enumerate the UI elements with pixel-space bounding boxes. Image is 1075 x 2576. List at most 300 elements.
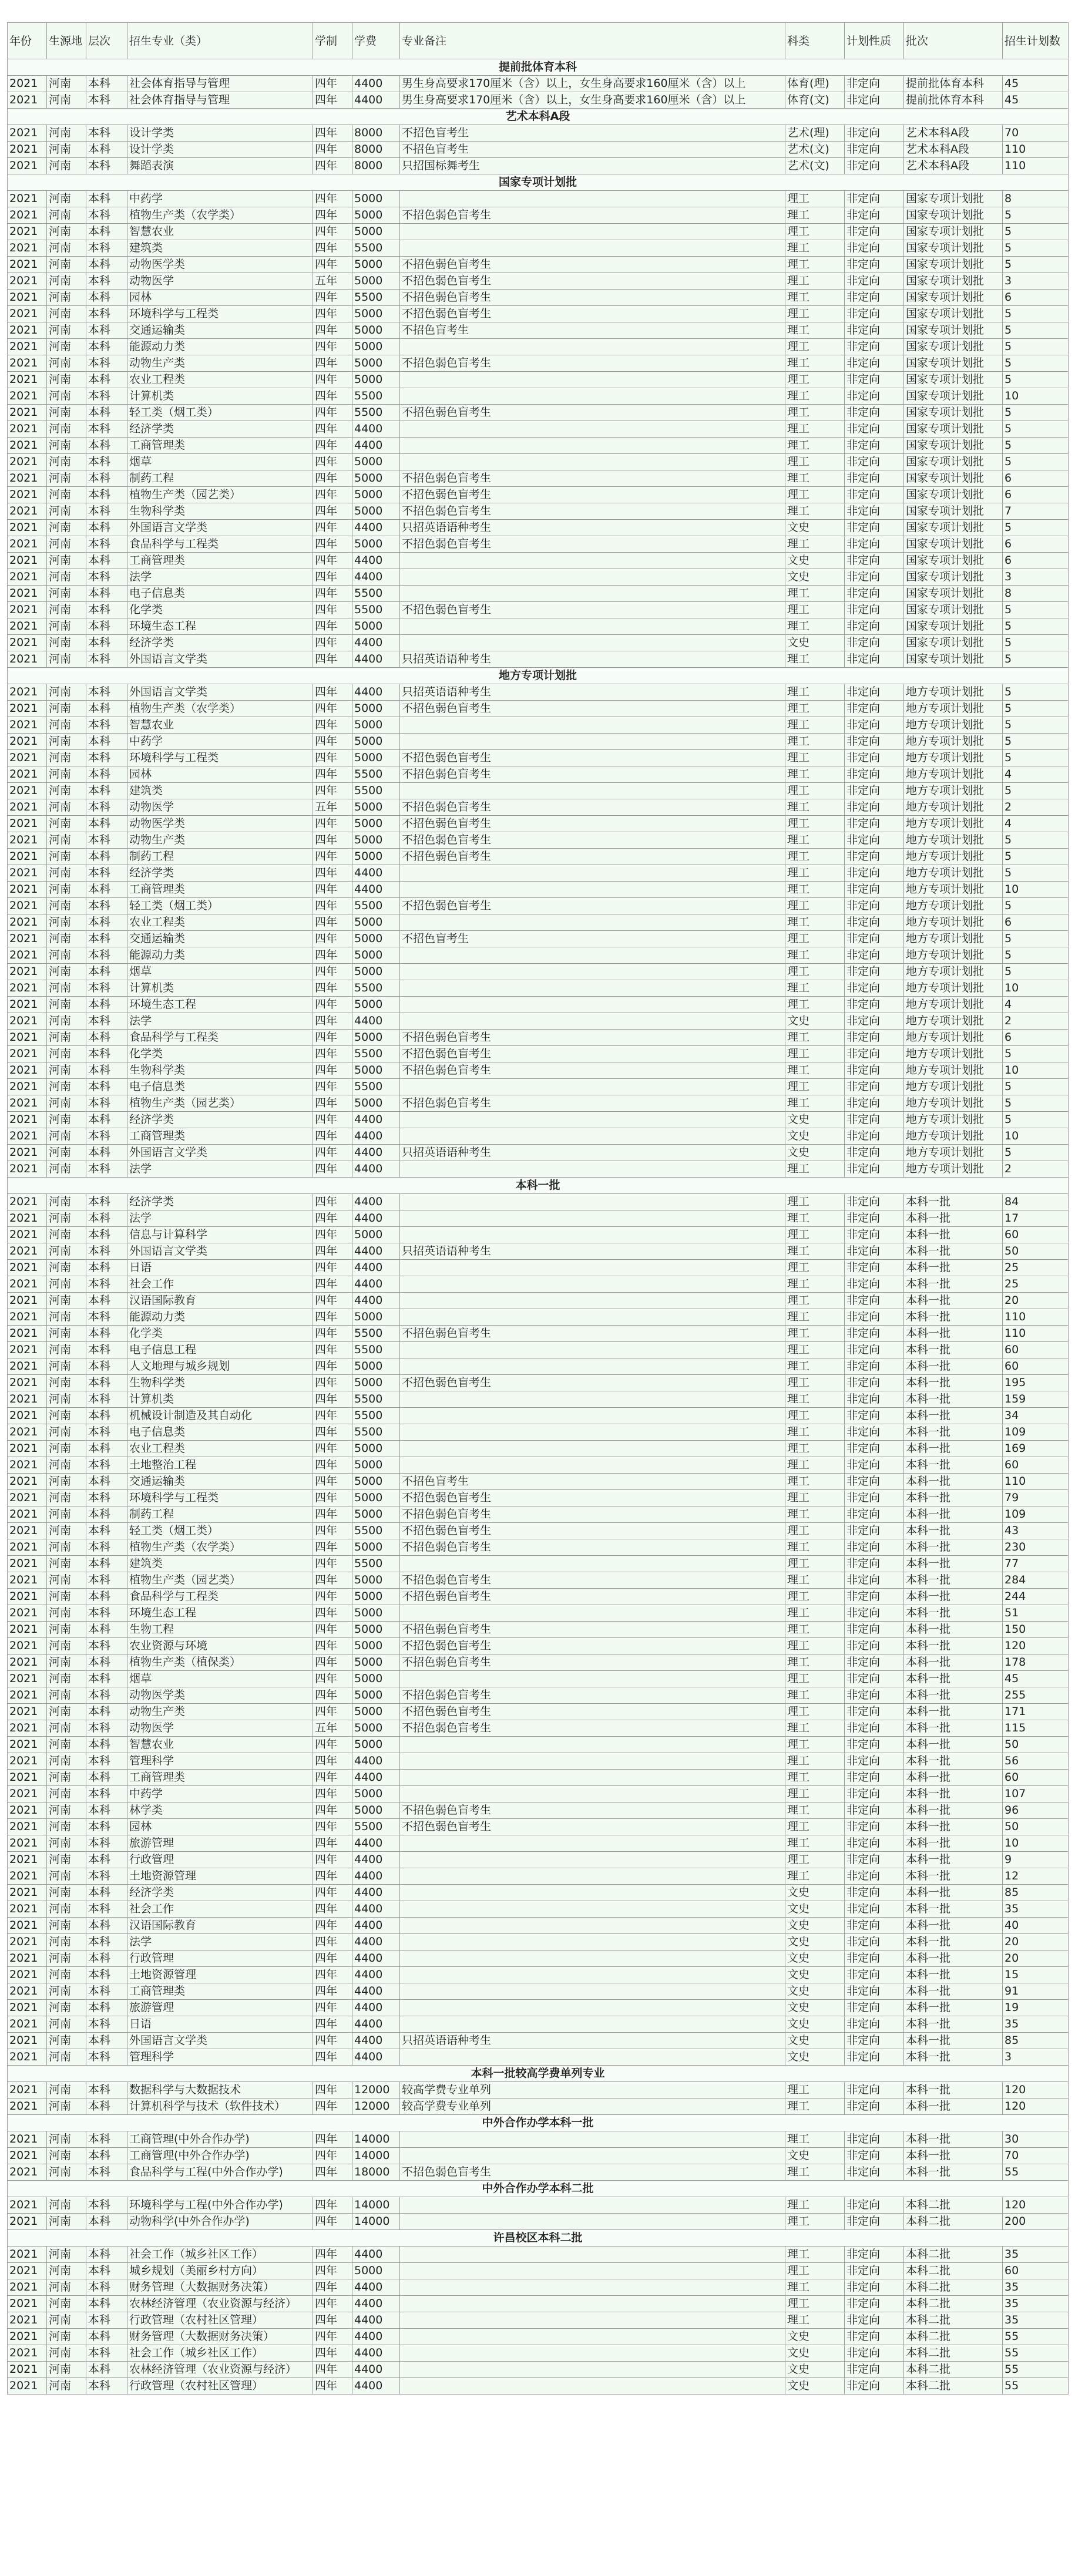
cell-batch: 国家专项计划批 [904,470,1003,487]
cell-plan-type: 非定向 [845,2296,904,2312]
cell-plan-count: 5 [1003,257,1069,273]
cell-duration: 四年 [313,2362,352,2378]
cell-origin: 河南 [47,1358,86,1375]
cell-batch: 本科一批 [904,1687,1003,1704]
cell-origin: 河南 [47,1934,86,1951]
cell-major: 动物医学 [127,799,313,816]
cell-tuition: 4400 [352,865,400,882]
cell-subject: 理工 [785,1819,845,1835]
cell-major: 环境科学与工程类 [127,306,313,322]
cell-year: 2021 [8,1030,47,1046]
cell-duration: 四年 [313,1506,352,1523]
section-title: 许昌校区本科二批 [8,2230,1069,2247]
cell-remarks [400,1441,785,1457]
cell-major: 能源动力类 [127,947,313,964]
cell-tuition: 5500 [352,898,400,914]
cell-origin: 河南 [47,997,86,1013]
cell-year: 2021 [8,783,47,799]
cell-tuition: 5000 [352,1720,400,1737]
cell-level: 本科 [86,1523,127,1539]
cell-major: 林学类 [127,1802,313,1819]
cell-plan-count: 25 [1003,1260,1069,1276]
cell-batch: 本科一批 [904,2131,1003,2148]
cell-subject: 理工 [785,586,845,602]
cell-remarks: 不招色弱色盲考生 [400,1622,785,1638]
cell-plan-type: 非定向 [845,1210,904,1227]
cell-batch: 本科二批 [904,2197,1003,2214]
cell-duration: 四年 [313,1868,352,1885]
cell-year: 2021 [8,2197,47,2214]
cell-duration: 四年 [313,1227,352,1243]
cell-major: 经济学类 [127,635,313,651]
table-row [8,1145,1069,1161]
cell-level: 本科 [86,240,127,257]
cell-batch: 本科一批 [904,1424,1003,1441]
cell-duration: 四年 [313,1408,352,1424]
cell-origin: 河南 [47,2378,86,2395]
cell-year: 2021 [8,1934,47,1951]
cell-major: 植物生产类（农学类） [127,1539,313,1556]
cell-plan-count: 169 [1003,1441,1069,1457]
cell-remarks [400,1852,785,1868]
cell-origin: 河南 [47,1408,86,1424]
cell-remarks: 不招色盲考生 [400,1474,785,1490]
cell-plan-type: 非定向 [845,1934,904,1951]
cell-subject: 理工 [785,224,845,240]
cell-major: 化学类 [127,1326,313,1342]
cell-level: 本科 [86,1128,127,1145]
cell-duration: 四年 [313,1951,352,1967]
cell-level: 本科 [86,734,127,750]
cell-major: 动物医学类 [127,257,313,273]
cell-remarks: 不招色弱色盲考生 [400,2164,785,2181]
cell-level: 本科 [86,1227,127,1243]
cell-tuition: 4400 [352,1918,400,1934]
table-row [8,766,1069,783]
cell-plan-type: 非定向 [845,158,904,174]
cell-major: 汉语国际教育 [127,1293,313,1309]
table-row [8,931,1069,947]
cell-tuition: 4400 [352,1753,400,1770]
cell-origin: 河南 [47,142,86,158]
cell-level: 本科 [86,290,127,306]
cell-remarks [400,717,785,734]
table-row [8,799,1069,816]
cell-major: 计算机类 [127,388,313,405]
cell-level: 本科 [86,783,127,799]
cell-level: 本科 [86,273,127,290]
cell-level: 本科 [86,865,127,882]
cell-duration: 四年 [313,470,352,487]
cell-origin: 河南 [47,1424,86,1441]
cell-tuition: 5000 [352,997,400,1013]
cell-major: 建筑类 [127,240,313,257]
cell-major: 化学类 [127,602,313,618]
cell-subject: 理工 [785,964,845,980]
cell-tuition: 5500 [352,1079,400,1095]
cell-year: 2021 [8,1375,47,1391]
cell-batch: 提前批体育本科 [904,76,1003,92]
cell-level: 本科 [86,1161,127,1178]
cell-remarks [400,734,785,750]
table-row [8,1506,1069,1523]
cell-year: 2021 [8,388,47,405]
cell-subject: 理工 [785,1293,845,1309]
cell-duration: 四年 [313,816,352,832]
cell-tuition: 5000 [352,964,400,980]
cell-origin: 河南 [47,339,86,355]
cell-major: 智慧农业 [127,224,313,240]
cell-duration: 四年 [313,1572,352,1589]
cell-major: 生物工程 [127,1622,313,1638]
cell-plan-type: 非定向 [845,2099,904,2115]
cell-tuition: 4400 [352,1967,400,1983]
cell-remarks [400,1293,785,1309]
cell-remarks [400,1161,785,1178]
cell-remarks: 不招色盲考生 [400,322,785,339]
cell-origin: 河南 [47,306,86,322]
cell-year: 2021 [8,1457,47,1474]
table-row [8,339,1069,355]
cell-year: 2021 [8,2082,47,2099]
cell-plan-type: 非定向 [845,1622,904,1638]
cell-duration: 四年 [313,701,352,717]
cell-duration: 四年 [313,355,352,372]
cell-batch: 本科一批 [904,1704,1003,1720]
cell-duration: 四年 [313,882,352,898]
cell-level: 本科 [86,766,127,783]
table-row [8,2049,1069,2066]
cell-subject: 理工 [785,1523,845,1539]
cell-remarks [400,569,785,586]
cell-tuition: 5000 [352,1802,400,1819]
cell-duration: 四年 [313,2164,352,2181]
cell-level: 本科 [86,602,127,618]
table-row [8,1918,1069,1934]
table-row [8,997,1069,1013]
cell-plan-count: 20 [1003,1293,1069,1309]
cell-plan-count: 5 [1003,1046,1069,1062]
table-row [8,290,1069,306]
cell-duration: 四年 [313,2099,352,2115]
table-body [8,23,1069,2395]
cell-remarks: 不招色弱色盲考生 [400,1326,785,1342]
cell-major: 中药学 [127,734,313,750]
cell-remarks [400,865,785,882]
cell-plan-count: 5 [1003,898,1069,914]
cell-major: 植物生产类（园艺类） [127,1095,313,1112]
cell-subject: 艺术(文) [785,158,845,174]
cell-tuition: 4400 [352,1128,400,1145]
cell-major: 植物生产类（农学类） [127,701,313,717]
cell-origin: 河南 [47,783,86,799]
cell-plan-count: 9 [1003,1852,1069,1868]
cell-major: 工商管理(中外合作办学) [127,2131,313,2148]
cell-batch: 本科二批 [904,2263,1003,2279]
cell-batch: 国家专项计划批 [904,602,1003,618]
cell-major: 社会工作（城乡社区工作） [127,2247,313,2263]
cell-origin: 河南 [47,1556,86,1572]
cell-origin: 河南 [47,1293,86,1309]
cell-major: 农林经济管理（农业资源与经济） [127,2296,313,2312]
cell-plan-count: 91 [1003,1983,1069,2000]
cell-subject: 理工 [785,1276,845,1293]
cell-origin: 河南 [47,701,86,717]
cell-level: 本科 [86,1276,127,1293]
cell-major: 机械设计制造及其自动化 [127,1408,313,1424]
cell-origin: 河南 [47,1704,86,1720]
cell-batch: 地方专项计划批 [904,1030,1003,1046]
table-row [8,2263,1069,2279]
cell-major: 动物生产类 [127,1704,313,1720]
cell-remarks [400,1013,785,1030]
cell-plan-count: 109 [1003,1424,1069,1441]
cell-remarks: 不招色盲考生 [400,931,785,947]
cell-plan-type: 非定向 [845,92,904,109]
cell-origin: 河南 [47,1030,86,1046]
cell-subject: 理工 [785,882,845,898]
cell-subject: 理工 [785,750,845,766]
cell-batch: 地方专项计划批 [904,832,1003,849]
cell-level: 本科 [86,2148,127,2164]
cell-subject: 理工 [785,1506,845,1523]
cell-year: 2021 [8,2296,47,2312]
table-row [8,1161,1069,1178]
table-row [8,1638,1069,1654]
cell-level: 本科 [86,832,127,849]
cell-remarks [400,635,785,651]
cell-plan-count: 10 [1003,1062,1069,1079]
cell-batch: 本科一批 [904,1227,1003,1243]
cell-year: 2021 [8,2148,47,2164]
cell-duration: 四年 [313,487,352,503]
cell-tuition: 4400 [352,1901,400,1918]
cell-level: 本科 [86,1391,127,1408]
cell-origin: 河南 [47,1572,86,1589]
table-row [8,1852,1069,1868]
cell-plan-type: 非定向 [845,142,904,158]
table-row [8,2312,1069,2329]
cell-major: 经济学类 [127,1194,313,1210]
table-row [8,1786,1069,1802]
cell-origin: 河南 [47,257,86,273]
cell-plan-count: 5 [1003,931,1069,947]
cell-remarks: 不招色弱色盲考生 [400,799,785,816]
cell-duration: 四年 [313,1095,352,1112]
cell-plan-type: 非定向 [845,799,904,816]
cell-plan-type: 非定向 [845,1046,904,1062]
cell-origin: 河南 [47,1819,86,1835]
table-row [8,2329,1069,2345]
cell-batch: 地方专项计划批 [904,964,1003,980]
cell-major: 烟草 [127,964,313,980]
cell-level: 本科 [86,1605,127,1622]
cell-tuition: 14000 [352,2148,400,2164]
cell-duration: 四年 [313,1128,352,1145]
cell-duration: 四年 [313,1062,352,1079]
cell-origin: 河南 [47,2329,86,2345]
cell-remarks [400,2279,785,2296]
cell-year: 2021 [8,980,47,997]
cell-remarks: 较高学费专业单列 [400,2099,785,2115]
cell-duration: 四年 [313,1539,352,1556]
table-row [8,947,1069,964]
cell-plan-type: 非定向 [845,339,904,355]
cell-subject: 理工 [785,421,845,438]
cell-subject: 理工 [785,1243,845,1260]
cell-batch: 本科一批 [904,1868,1003,1885]
cell-plan-count: 55 [1003,2362,1069,2378]
cell-remarks [400,783,785,799]
cell-batch: 本科一批 [904,1786,1003,1802]
cell-subject: 理工 [785,1802,845,1819]
cell-duration: 五年 [313,799,352,816]
cell-remarks [400,882,785,898]
cell-origin: 河南 [47,750,86,766]
cell-plan-count: 43 [1003,1523,1069,1539]
cell-major: 交通运输类 [127,1474,313,1490]
cell-subject: 理工 [785,1441,845,1457]
cell-tuition: 5000 [352,1704,400,1720]
table-row [8,1194,1069,1210]
cell-year: 2021 [8,1654,47,1671]
cell-plan-type: 非定向 [845,2279,904,2296]
cell-year: 2021 [8,2378,47,2395]
cell-plan-count: 7 [1003,503,1069,520]
cell-plan-type: 非定向 [845,1161,904,1178]
table-row [8,865,1069,882]
cell-batch: 国家专项计划批 [904,191,1003,207]
cell-subject: 理工 [785,1605,845,1622]
cell-plan-type: 非定向 [845,1013,904,1030]
cell-plan-count: 5 [1003,964,1069,980]
cell-batch: 本科一批 [904,1835,1003,1852]
cell-origin: 河南 [47,2082,86,2099]
cell-year: 2021 [8,1474,47,1490]
table-row [8,1539,1069,1556]
cell-plan-type: 非定向 [845,257,904,273]
cell-subject: 理工 [785,306,845,322]
table-row [8,618,1069,635]
cell-major: 生物科学类 [127,503,313,520]
cell-duration: 四年 [313,2247,352,2263]
cell-origin: 河南 [47,1539,86,1556]
cell-plan-count: 35 [1003,2296,1069,2312]
table-row [8,2000,1069,2016]
cell-origin: 河南 [47,734,86,750]
cell-origin: 河南 [47,1638,86,1654]
cell-tuition: 5500 [352,290,400,306]
cell-batch: 国家专项计划批 [904,240,1003,257]
cell-origin: 河南 [47,1260,86,1276]
cell-duration: 四年 [313,536,352,553]
cell-year: 2021 [8,1753,47,1770]
cell-duration: 四年 [313,1013,352,1030]
cell-major: 旅游管理 [127,2000,313,2016]
cell-tuition: 5000 [352,2263,400,2279]
cell-level: 本科 [86,1622,127,1638]
cell-plan-count: 10 [1003,882,1069,898]
section-header-row [8,174,1069,191]
cell-subject: 理工 [785,1737,845,1753]
table-row [8,1983,1069,2000]
cell-origin: 河南 [47,158,86,174]
col-header-plan-count: 招生计划数 [1003,23,1069,59]
cell-batch: 本科一批 [904,1967,1003,1983]
cell-plan-type: 非定向 [845,1227,904,1243]
table-row [8,1622,1069,1638]
cell-level: 本科 [86,651,127,668]
cell-origin: 河南 [47,2016,86,2033]
cell-level: 本科 [86,224,127,240]
cell-year: 2021 [8,1342,47,1358]
cell-level: 本科 [86,947,127,964]
cell-year: 2021 [8,816,47,832]
cell-level: 本科 [86,1802,127,1819]
cell-tuition: 8000 [352,158,400,174]
cell-level: 本科 [86,1260,127,1276]
cell-subject: 文史 [785,1112,845,1128]
cell-origin: 河南 [47,849,86,865]
cell-origin: 河南 [47,290,86,306]
cell-plan-count: 10 [1003,388,1069,405]
cell-plan-type: 非定向 [845,1062,904,1079]
cell-origin: 河南 [47,635,86,651]
header-row [8,23,1069,59]
cell-plan-count: 5 [1003,1145,1069,1161]
cell-duration: 四年 [313,1194,352,1210]
cell-major: 外国语言文学类 [127,2033,313,2049]
cell-plan-type: 非定向 [845,635,904,651]
cell-remarks: 不招色弱色盲考生 [400,1654,785,1671]
cell-major: 食品科学与工程(中外合作办学) [127,2164,313,2181]
cell-major: 农林经济管理（农业资源与经济） [127,2362,313,2378]
cell-remarks [400,618,785,635]
table-row [8,882,1069,898]
cell-tuition: 4400 [352,2296,400,2312]
cell-tuition: 5000 [352,257,400,273]
cell-plan-count: 8 [1003,191,1069,207]
cell-plan-type: 非定向 [845,1638,904,1654]
cell-major: 土地资源管理 [127,1868,313,1885]
cell-duration: 四年 [313,1457,352,1474]
cell-plan-type: 非定向 [845,1309,904,1326]
cell-year: 2021 [8,602,47,618]
cell-batch: 本科一批 [904,1638,1003,1654]
cell-duration: 四年 [313,1556,352,1572]
cell-subject: 理工 [785,865,845,882]
table-row [8,832,1069,849]
cell-major: 数据科学与大数据技术 [127,2082,313,2099]
cell-year: 2021 [8,1704,47,1720]
cell-level: 本科 [86,2329,127,2345]
cell-batch: 本科一批 [904,1276,1003,1293]
cell-subject: 理工 [785,734,845,750]
cell-plan-count: 35 [1003,2247,1069,2263]
table-row [8,1095,1069,1112]
cell-major: 设计学类 [127,125,313,142]
cell-batch: 国家专项计划批 [904,388,1003,405]
table-row [8,224,1069,240]
cell-duration: 四年 [313,1852,352,1868]
cell-batch: 国家专项计划批 [904,207,1003,224]
cell-year: 2021 [8,1901,47,1918]
cell-plan-type: 非定向 [845,191,904,207]
cell-origin: 河南 [47,1391,86,1408]
cell-major: 社会工作 [127,1901,313,1918]
cell-subject: 理工 [785,355,845,372]
cell-origin: 河南 [47,964,86,980]
